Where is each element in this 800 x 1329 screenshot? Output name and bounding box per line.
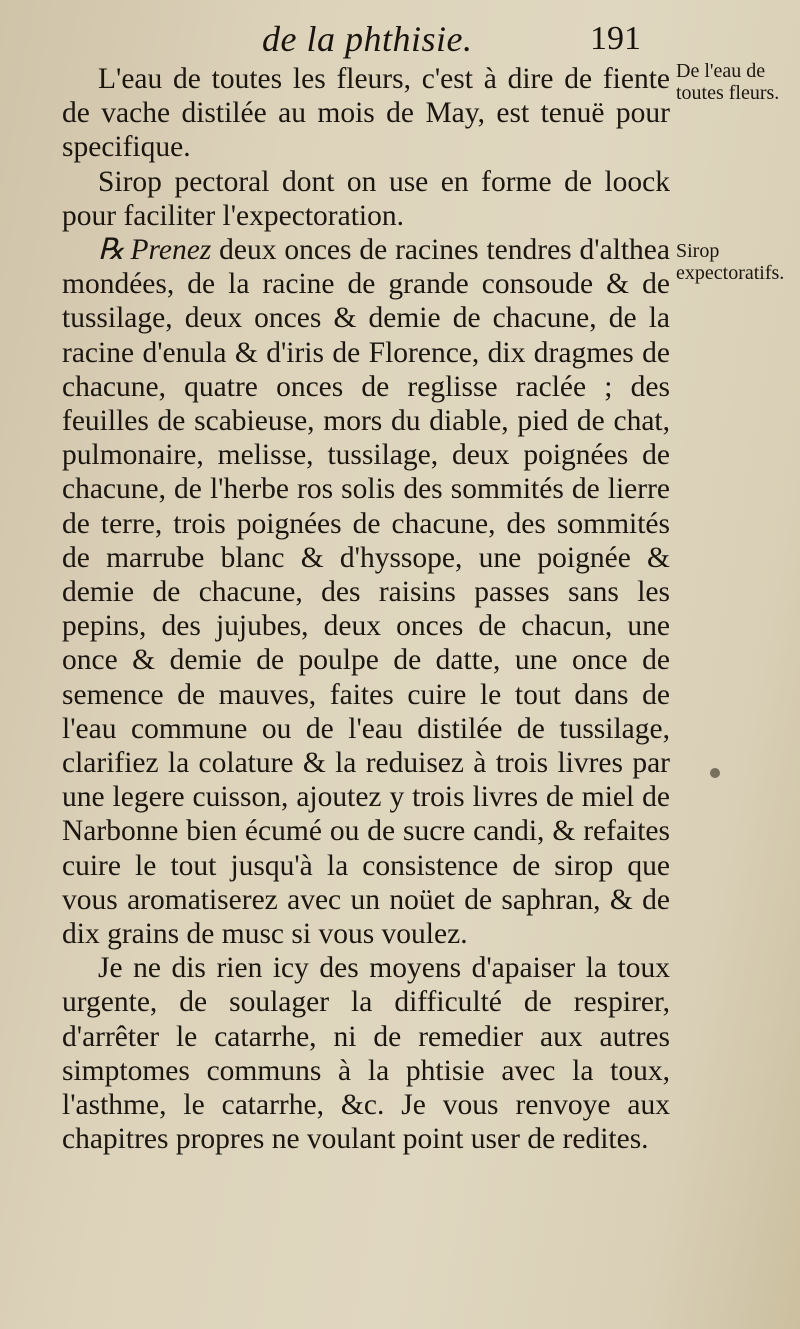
paragraph-eau-fleurs: L'eau de toutes les fleurs, c'est à dire de fiente de vache distilée au mois de May, est tenuë pour specifique.	[62, 63, 670, 164]
body-text	[62, 62, 670, 1157]
margin-note-sirop: Sirop expectoratifs.	[676, 240, 785, 284]
running-head: de la phthisie.	[262, 19, 473, 59]
margin-note-eau-fleurs: De l'eau de toutes fleurs.	[676, 60, 780, 104]
paragraph-recipe	[62, 233, 670, 951]
recipe-symbol: ℞	[98, 234, 125, 267]
page-header	[0, 18, 800, 62]
recipe-lead: Prenez	[130, 234, 212, 267]
ink-spot	[710, 768, 720, 778]
page-number: 191	[590, 20, 641, 57]
paragraph-sirop-title: Sirop pectoral dont on use en forme de loock pour faciliter l'expectoration.	[62, 165, 670, 232]
paragraph-closing: Je ne dis rien icy des moyens d'apaiser la toux urgente, de soulager la difficulté de respirer, d'arrêter le catarrhe, ni de remedier aux autres simptomes communs à la phtisie avec la toux, l'asthme, le catarrhe, &c. Je vous renvoye aux chapitres propres ne voulant point user de redites.	[62, 952, 670, 1156]
recipe-text: deux onces de racines tendres d'althea mondées, de la racine de grande consoude & de tussilage, deux onces & demie de chacune, de la racine d'enula & d'iris de Florence, dix dragmes de chacune, quatre onces de reglisse raclée ; des feuilles de scabieuse, mors du diable, pied de chat, pulmonaire, melisse, tussilage, deux poignées de chacune, de l'herbe ros solis des sommités de lierre de terre, trois poignées de chacune, des sommités de marrube blanc & d'hyssope, une poignée & demie de chacune, des raisins passes sans les pepins, des jujubes, deux onces de chacun, une once & demie de poulpe de datte, une once de semence de mauves, faites cuire le tout dans de l'eau commune ou de l'eau distilée de tussilage, clarifiez la colature & la reduisez à trois livres par une legere cuisson, ajoutez y trois livres de miel de Narbonne bien écumé ou de sucre candi, & refaites cuire le tout jusqu'à la consistence de sirop que vous aromatiserez avec un noüet de saphran, & de dix grains de musc si vous voulez.	[62, 234, 670, 951]
